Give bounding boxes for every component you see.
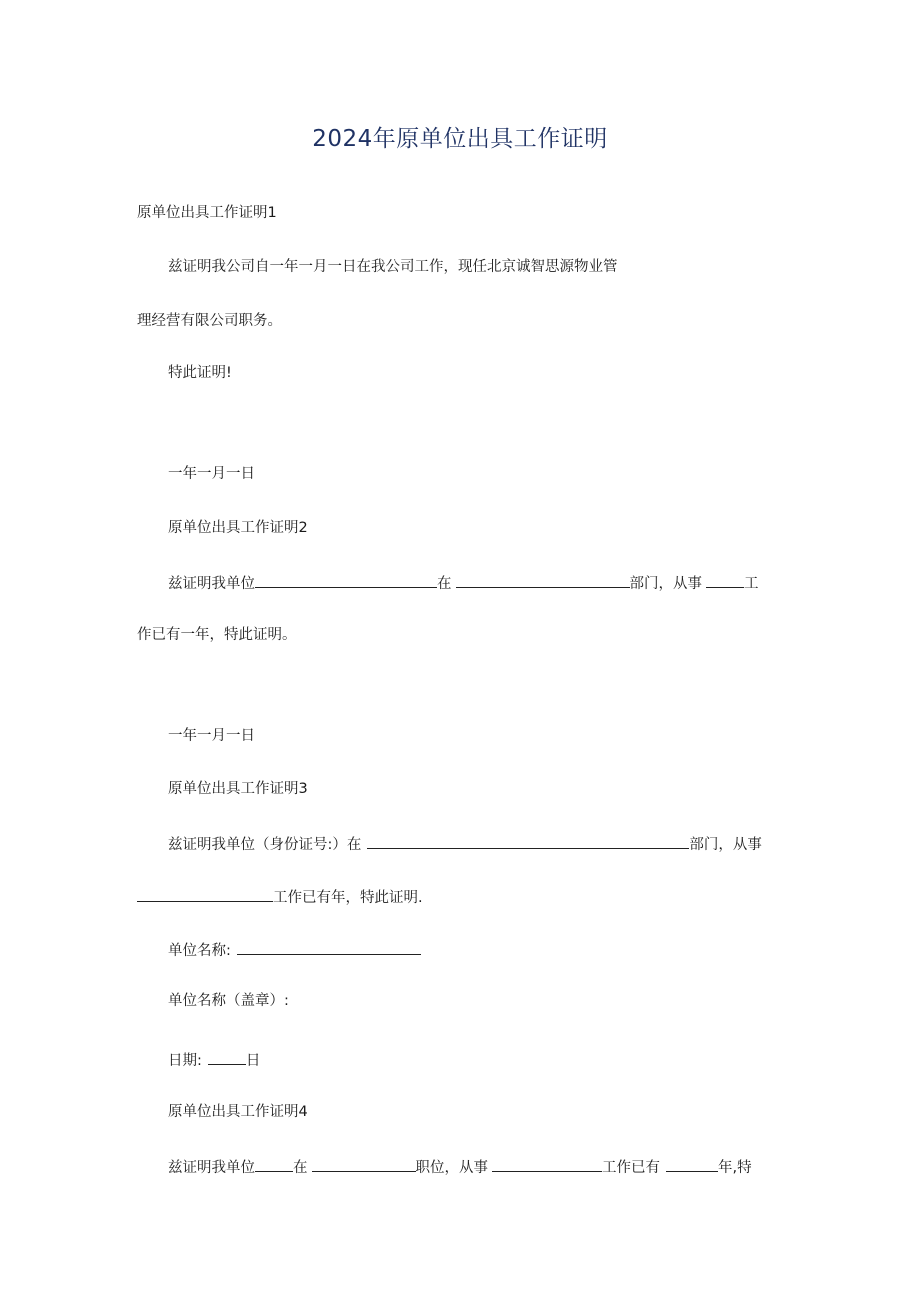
- section-3-text-c: 工作已有年，特此证明.: [273, 890, 423, 906]
- date-label: 日期:: [168, 1053, 202, 1069]
- section-1-heading: 原单位出具工作证明1: [137, 205, 277, 221]
- section-2-heading: 原单位出具工作证明2: [168, 520, 308, 536]
- section-3-heading: 原单位出具工作证明3: [168, 781, 308, 797]
- section-3-body-line-1: [168, 832, 762, 856]
- section-3-body-line-2: [137, 885, 423, 909]
- unit-name-blank: [237, 938, 421, 955]
- section-2-date: 一年一月一日: [168, 728, 255, 744]
- blank-field-position: [312, 1155, 416, 1172]
- section-4-body-line-1: [168, 1155, 752, 1179]
- page-title: 2024年原单位出具工作证明: [312, 126, 608, 152]
- blank-field-work: [706, 571, 744, 588]
- section-4-text-a: 兹证明我单位: [168, 1160, 255, 1176]
- unit-name-label: 单位名称:: [168, 943, 231, 959]
- blank-field-years: [666, 1155, 718, 1172]
- section-4-text-c: 职位，从事: [415, 1160, 488, 1176]
- blank-field-department: [367, 832, 689, 849]
- section-1-closing: 特此证明!: [168, 365, 232, 381]
- section-4-text-d: 工作已有: [602, 1160, 660, 1176]
- section-2-text-d: 工: [744, 576, 759, 592]
- blank-field-work: [492, 1155, 602, 1172]
- blank-field-work: [137, 885, 273, 902]
- blank-field-unit: [255, 1155, 293, 1172]
- section-2-text-b: 在: [437, 576, 452, 592]
- section-1-body-line-2: 理经营有限公司职务。: [137, 313, 282, 329]
- blank-field-unit: [255, 571, 437, 588]
- section-3-text-b: 部门，从事: [689, 837, 762, 853]
- unit-seal-label: 单位名称（盖章）:: [168, 993, 289, 1009]
- section-2-body-line-2: 作已有一年，特此证明。: [137, 627, 297, 643]
- date-row: [168, 1048, 260, 1072]
- date-blank: [208, 1048, 246, 1065]
- blank-field-department: [456, 571, 630, 588]
- section-1-date: 一年一月一日: [168, 466, 255, 482]
- section-2-text-c: 部门，从事: [629, 576, 702, 592]
- unit-name-row: [168, 938, 421, 962]
- section-4-text-e: 年,特: [718, 1160, 752, 1176]
- section-2-body-line-1: [168, 571, 759, 595]
- section-4-text-b: 在: [293, 1160, 308, 1176]
- section-3-text-a: 兹证明我单位（身份证号:）在: [168, 837, 362, 853]
- date-suffix: 日: [245, 1053, 261, 1069]
- section-1-body-line-1: 兹证明我公司自一年一月一日在我公司工作，现任北京诚智思源物业管: [168, 259, 618, 275]
- section-4-heading: 原单位出具工作证明4: [168, 1104, 308, 1120]
- section-2-text-a: 兹证明我单位: [168, 576, 255, 592]
